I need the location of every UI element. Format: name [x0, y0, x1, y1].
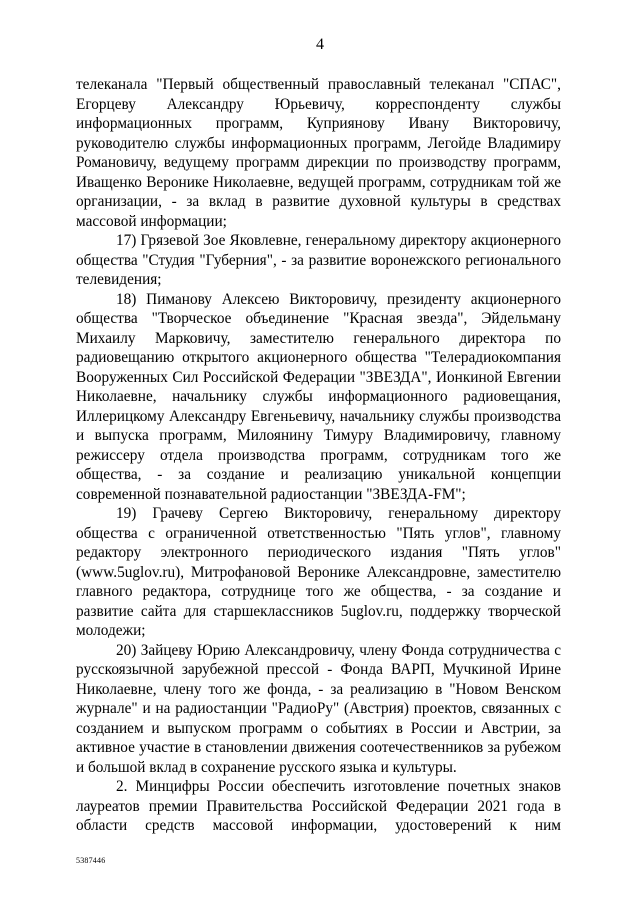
- paragraph-18: 18) Пиманову Алексею Викторовичу, президенту акционерного общества "Творческое объединение "Красная звезда", Эйдельману Михаилу Марковичу, заместителю генерального директора по радиовещанию открытого акционерного общества "Телерадиокомпания Вооруженных Сил Российской Федерации "ЗВЕЗДА", Ионкиной Евгении Николаевне, начальнику службы информационного радиовещания, Иллерицкому Александру Евгеньевичу, начальнику службы производства и выпуска программ, Милоянину Тимуру Владимировичу, главному режиссеру отдела производства программ, сотрудникам того же общества, - за создание и реализацию уникальной концепции современной познавательной радиостанции "ЗВЕЗДА-FM";: [76, 290, 561, 503]
- paragraph-17: 17) Грязевой Зое Яковлевне, генеральному директору акционерного общества "Студия "Губерния", - за развитие воронежского регионального телевидения;: [76, 232, 561, 288]
- page-number: 4: [316, 36, 324, 53]
- paragraph-20: 20) Зайцеву Юрию Александровичу, члену Фонда сотрудничества с русскоязычной зарубежной прессой - Фонда ВАРП, Мучкиной Ирине Николаевне, члену того же фонда, - за реализацию в "Новом Венском журнале" и на радиостанции "РадиоРу" (Австрия) проектов, связанных с созданием и выпуском программ о событиях в России и Австрии, за активное участие в становлении движения соотечественников за рубежом и большой вклад в сохранение русского языка и культуры.: [76, 641, 561, 776]
- document-body: [76, 75, 561, 836]
- paragraph-16-continuation: телеканала "Первый общественный православный телеканал "СПАС", Егорцеву Александру Юрьевичу, корреспонденту службы информационных программ, Куприянову Ивану Викторовичу, руководителю службы информационных программ, Легойде Владимиру Романовичу, ведущему программ дирекции по производству программ, Иващенко Веронике Николаевне, ведущей программ, сотрудникам той же организации, - за вклад в развитие духовной культуры в средствах массовой информации;: [76, 76, 561, 230]
- document-code: 5387446: [76, 856, 106, 865]
- paragraph-item-2: 2. Минцифры России обеспечить изготовление почетных знаков лауреатов премии Правительства Российской Федерации 2021 года в области средств массовой информации, удостоверений к ним: [76, 778, 561, 834]
- paragraph-19: 19) Грачеву Сергею Викторовичу, генеральному директору общества с ограниченной ответственностью "Пять углов", главному редактору электронного периодического издания "Пять углов" (www.5uglov.ru), Митрофановой Веронике Александровне, заместителю главного редактора, сотруднице того же общества, - за создание и развитие сайта для старшеклассников 5uglov.ru, поддержку творческой молодежи;: [76, 505, 561, 639]
